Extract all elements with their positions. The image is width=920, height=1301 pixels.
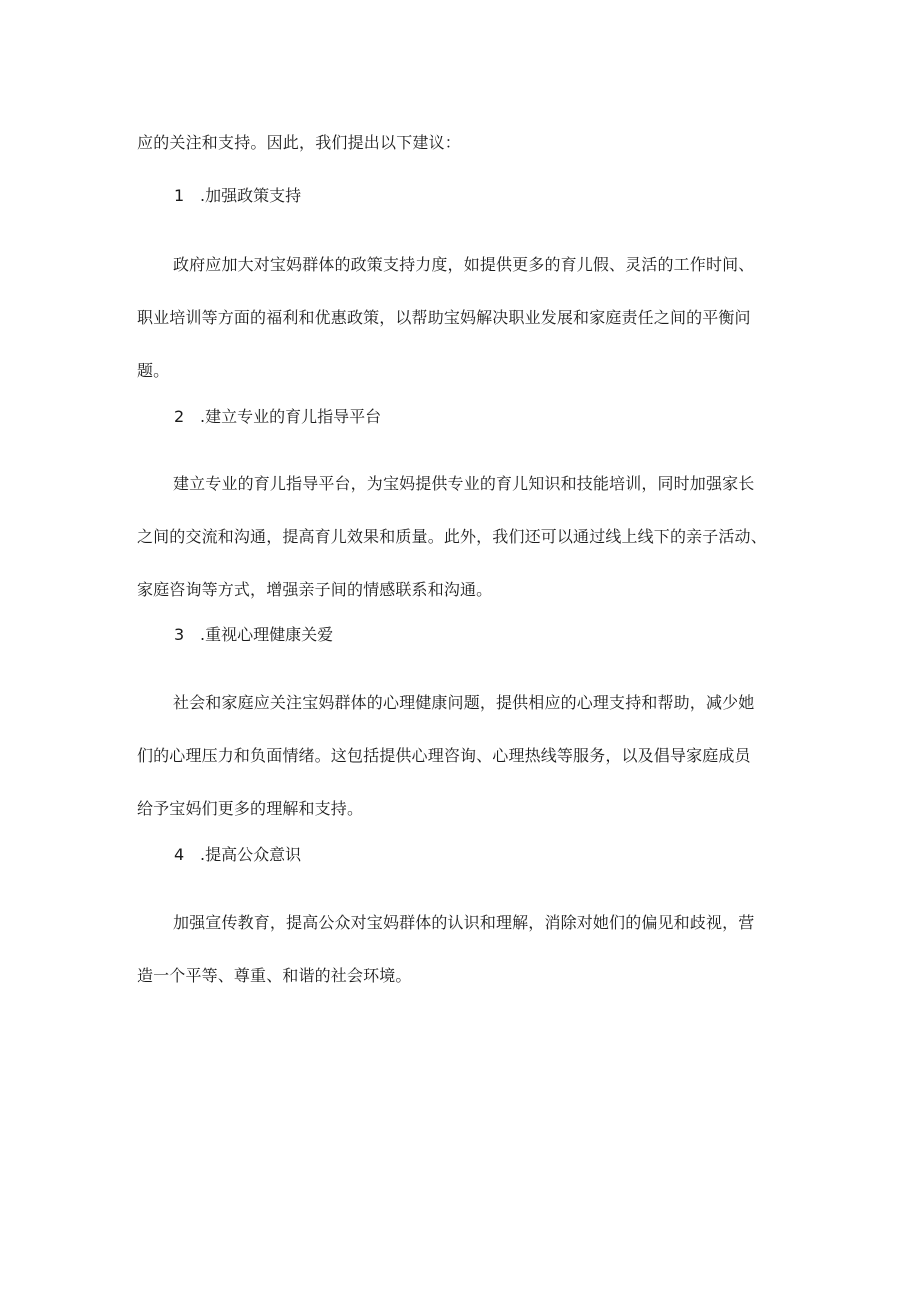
section-heading-4	[174, 845, 301, 865]
section-paragraph-3	[137, 693, 797, 852]
paragraph-line: 题。	[137, 361, 170, 380]
section-paragraph-4	[137, 913, 797, 1019]
paragraph-line: 给予宝妈们更多的理解和支持。	[137, 799, 364, 818]
paragraph-line: 加强宣传教育，提高公众对宝妈群体的认识和理解，消除对她们的偏见和歧视，营	[173, 913, 755, 932]
paragraph-line: 建立专业的育儿指导平台，为宝妈提供专业的育儿知识和技能培训，同时加强家长	[173, 474, 755, 493]
section-number: 2	[174, 407, 185, 426]
section-number: 3	[174, 625, 185, 644]
paragraph-line: 社会和家庭应关注宝妈群体的心理健康问题，提供相应的心理支持和帮助，减少她	[173, 693, 755, 712]
section-number: 1	[174, 186, 185, 205]
paragraph-line: 家庭咨询等方式，增强亲子间的情感联系和沟通。	[137, 580, 493, 599]
section-title: .建立专业的育儿指导平台	[200, 407, 382, 426]
section-paragraph-1	[137, 255, 797, 414]
section-heading-1	[174, 186, 301, 206]
paragraph-line: 们的心理压力和负面情绪。这包括提供心理咨询、心理热线等服务，以及倡导家庭成员	[137, 746, 751, 765]
section-title: .重视心理健康关爱	[200, 625, 334, 644]
paragraph-line: 职业培训等方面的福利和优惠政策，以帮助宝妈解决职业发展和家庭责任之间的平衡问	[137, 308, 751, 327]
paragraph-line: 之间的交流和沟通，提高育儿效果和质量。此外，我们还可以通过线上线下的亲子活动、	[137, 527, 767, 546]
section-paragraph-2	[137, 474, 797, 633]
section-heading-2	[174, 407, 381, 427]
section-title: .提高公众意识	[200, 845, 302, 864]
section-heading-3	[174, 625, 333, 645]
intro-line: 应的关注和支持。因此，我们提出以下建议：	[137, 133, 462, 152]
paragraph-line: 政府应加大对宝妈群体的政策支持力度，如提供更多的育儿假、灵活的工作时间、	[173, 255, 755, 274]
section-number: 4	[174, 845, 185, 864]
paragraph-line: 造一个平等、尊重、和谐的社会环境。	[137, 966, 412, 985]
section-title: .加强政策支持	[200, 186, 302, 205]
